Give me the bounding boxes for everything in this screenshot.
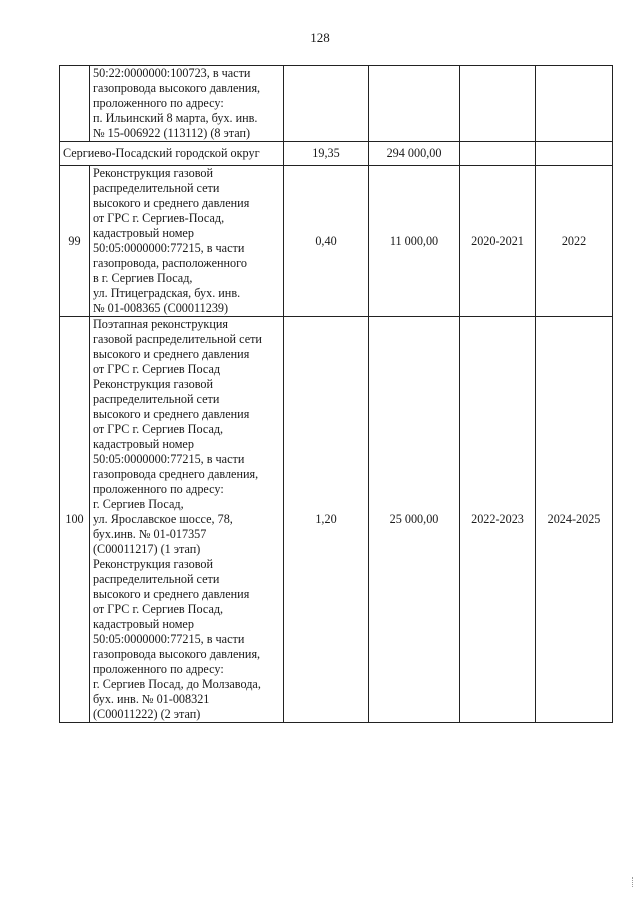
year-cell: 2024-2025 bbox=[536, 317, 613, 723]
description-line: 50:05:0000000:77215, в части bbox=[93, 452, 245, 466]
description-line: распределительной сети bbox=[93, 181, 220, 195]
length-cell: 19,35 bbox=[284, 142, 369, 166]
table-row bbox=[60, 166, 613, 317]
period-cell: 2020-2021 bbox=[460, 166, 536, 317]
row-number-cell bbox=[60, 66, 90, 142]
description-line: бух.инв. № 01-017357 bbox=[93, 527, 207, 541]
description-line: проложенного по адресу: bbox=[93, 482, 224, 496]
year-cell: 2022 bbox=[536, 166, 613, 317]
description-line: (С00011217) (1 этап) bbox=[93, 542, 201, 556]
description-line: от ГРС г. Сергиев Посад, bbox=[93, 422, 224, 436]
period-cell: 2022-2023 bbox=[460, 317, 536, 723]
description-line: газопровода высокого давления, bbox=[93, 81, 261, 95]
period-cell bbox=[460, 66, 536, 142]
row-number-cell: 100 bbox=[60, 317, 90, 723]
object-description-cell bbox=[90, 317, 284, 723]
group-name-cell: Сергиево-Посадский городской округ bbox=[60, 142, 284, 166]
length-cell: 0,40 bbox=[284, 166, 369, 317]
description-line: ул. Птицеградская, бух. инв. bbox=[93, 286, 241, 300]
description-line: г. Сергиев Посад, bbox=[93, 497, 184, 511]
length-cell: 1,20 bbox=[284, 317, 369, 723]
description-line: кадастровый номер bbox=[93, 437, 194, 451]
description-line: п. Ильинский 8 марта, бух. инв. bbox=[93, 111, 258, 125]
description-line: Реконструкция газовой bbox=[93, 377, 214, 391]
description-line: газопровода среднего давления, bbox=[93, 467, 259, 481]
cost-cell: 294 000,00 bbox=[369, 142, 460, 166]
scan-artifact bbox=[632, 877, 636, 887]
description-line: бух. инв. № 01-008321 bbox=[93, 692, 210, 706]
length-cell bbox=[284, 66, 369, 142]
description-line: Реконструкция газовой bbox=[93, 557, 214, 571]
cost-cell: 25 000,00 bbox=[369, 317, 460, 723]
year-cell bbox=[536, 142, 613, 166]
description-line: от ГРС г. Сергиев-Посад, bbox=[93, 211, 225, 225]
description-line: высокого и среднего давления bbox=[93, 587, 250, 601]
period-cell bbox=[460, 142, 536, 166]
description-line: проложенного по адресу: bbox=[93, 662, 224, 676]
description-line: от ГРС г. Сергиев Посад bbox=[93, 362, 221, 376]
row-number-cell: 99 bbox=[60, 166, 90, 317]
description-line: кадастровый номер bbox=[93, 617, 194, 631]
page-number: 128 bbox=[310, 30, 330, 45]
group-subtotal-row bbox=[60, 142, 613, 166]
description-line: высокого и среднего давления bbox=[93, 196, 250, 210]
description-line: газопровода высокого давления, bbox=[93, 647, 261, 661]
description-line: г. Сергиев Посад, до Молзавода, bbox=[93, 677, 261, 691]
description-line: № 15-006922 (113112) (8 этап) bbox=[93, 126, 251, 140]
description-line: Реконструкция газовой bbox=[93, 166, 214, 180]
description-line: высокого и среднего давления bbox=[93, 407, 250, 421]
description-line: от ГРС г. Сергиев Посад, bbox=[93, 602, 224, 616]
object-description-cell bbox=[90, 166, 284, 317]
description-line: № 01-008365 (С00011239) bbox=[93, 301, 229, 315]
description-line: газопровода, расположенного bbox=[93, 256, 247, 270]
cost-cell: 11 000,00 bbox=[369, 166, 460, 317]
investment-program-table bbox=[59, 65, 613, 723]
description-line: 50:05:0000000:77215, в части bbox=[93, 241, 245, 255]
description-line: газовой распределительной сети bbox=[93, 332, 262, 346]
table-row bbox=[60, 317, 613, 723]
description-line: ул. Ярославское шоссе, 78, bbox=[93, 512, 233, 526]
description-line: 50:05:0000000:77215, в части bbox=[93, 632, 245, 646]
description-line: в г. Сергиев Посад, bbox=[93, 271, 193, 285]
description-line: проложенного по адресу: bbox=[93, 96, 224, 110]
description-line: (С00011222) (2 этап) bbox=[93, 707, 201, 721]
description-line: Поэтапная реконструкция bbox=[93, 317, 229, 331]
cost-cell bbox=[369, 66, 460, 142]
description-line: высокого и среднего давления bbox=[93, 347, 250, 361]
description-line: распределительной сети bbox=[93, 572, 220, 586]
description-line: распределительной сети bbox=[93, 392, 220, 406]
description-line: 50:22:0000000:100723, в части bbox=[93, 66, 251, 80]
table-row bbox=[60, 66, 613, 142]
description-line: кадастровый номер bbox=[93, 226, 194, 240]
object-description-cell bbox=[90, 66, 284, 142]
year-cell bbox=[536, 66, 613, 142]
